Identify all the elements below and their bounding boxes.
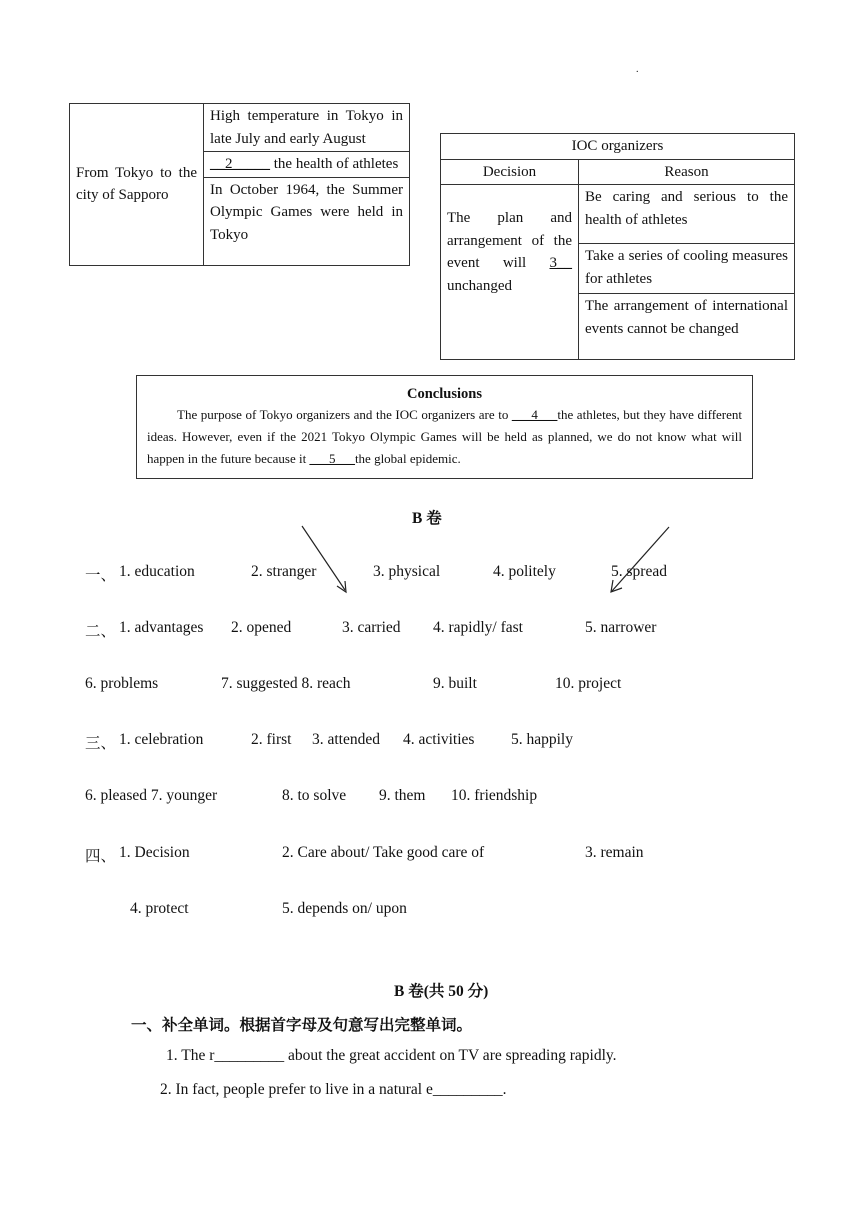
answer-item: 3. attended xyxy=(312,731,381,748)
answer-item: 10. project xyxy=(555,675,622,692)
conclusions-text-1: The purpose of Tokyo organizers and the IOC organizers are to xyxy=(177,407,512,422)
reason-row-3: In October 1964, the Summer Olympic Games were held in Tokyo xyxy=(204,177,410,265)
arrow-line-right xyxy=(612,527,669,591)
section-prefix: 一、 xyxy=(85,567,117,584)
decision-header: Decision xyxy=(441,159,579,185)
answer-item: 3. carried xyxy=(342,619,401,636)
answer-item: 2. first xyxy=(251,731,292,748)
answer-item: 9. built xyxy=(433,675,477,692)
b-exam-title: B 卷(共 50 分) xyxy=(394,983,489,1000)
reason-2: Take a series of cooling measures for athletes xyxy=(579,244,795,294)
reason-1: Be caring and serious to the health of athletes xyxy=(579,185,795,244)
blank-3: 3__ xyxy=(549,255,572,271)
question-1: 1. The r_________ about the great accident on TV are spreading rapidly. xyxy=(166,1047,617,1064)
arrow-head-left xyxy=(337,581,346,592)
reason-row-1: High temperature in Tokyo in late July and early August xyxy=(204,104,410,152)
blank-5: ___5___ xyxy=(309,451,355,466)
decision-text-end: unchanged xyxy=(447,277,512,294)
part1-heading: 一、补全单词。根据首字母及句意写出完整单词。 xyxy=(131,1017,473,1034)
answer-item: 6. problems xyxy=(85,675,159,692)
conclusions-text-3: the global epidemic. xyxy=(354,451,461,466)
answer-item: 3. physical xyxy=(373,563,441,580)
reason-header: Reason xyxy=(579,159,795,185)
answer-item: 2. stranger xyxy=(251,563,317,580)
answer-item: 4. rapidly/ fast xyxy=(433,619,523,636)
answer-item: 1. celebration xyxy=(119,731,204,748)
answer-item: 5. spread xyxy=(611,563,667,580)
answer-item: 5. narrower xyxy=(585,619,657,636)
decision-text: The plan and arrangement of the event will xyxy=(447,210,572,271)
answer-item: 6. pleased 7. younger xyxy=(85,787,218,804)
section-prefix: 三、 xyxy=(85,735,117,752)
answer-item: 10. friendship xyxy=(451,787,538,804)
question-2: 2. In fact, people prefer to live in a natural e_________. xyxy=(160,1081,507,1098)
answer-item: 1. education xyxy=(119,563,195,580)
origin-cell: From Tokyo to the city of Sapporo xyxy=(70,104,204,266)
answer-item: 9. them xyxy=(379,787,426,804)
section-prefix: 四、 xyxy=(85,848,117,865)
answer-item: 4. activities xyxy=(403,731,475,748)
answer-item: 7. suggested 8. reach xyxy=(221,675,351,692)
answer-item: 8. to solve xyxy=(282,787,347,804)
answer-item: 2. opened xyxy=(231,619,292,636)
reason-3: The arrangement of international events cannot be changed xyxy=(579,294,795,360)
b-section-title: B 卷 xyxy=(412,510,442,527)
reason-row-2-text: the health of athletes xyxy=(270,156,399,172)
conclusions-title: Conclusions xyxy=(407,386,482,402)
corner-mark: . xyxy=(636,64,639,75)
blank-4: ___4___ xyxy=(511,407,558,422)
answer-item: 5. happily xyxy=(511,731,573,748)
conclusions-text-2: the athletes, but they have different ideas. However, even if the 2021 Tokyo Olympic Games will be held as planned, we do not know what will happen in the future because it xyxy=(147,407,743,466)
answer-item: 5. depends on/ upon xyxy=(282,900,407,917)
blank-2: __2_____ xyxy=(210,156,270,172)
section-prefix: 二、 xyxy=(85,623,117,640)
answer-item: 3. remain xyxy=(585,844,644,861)
answer-item: 1. Decision xyxy=(119,844,190,861)
answer-item: 1. advantages xyxy=(119,619,204,636)
ioc-header: IOC organizers xyxy=(441,134,795,160)
answer-item: 2. Care about/ Take good care of xyxy=(282,844,485,861)
answer-item: 4. protect xyxy=(130,900,189,917)
answer-item: 4. politely xyxy=(493,563,556,580)
